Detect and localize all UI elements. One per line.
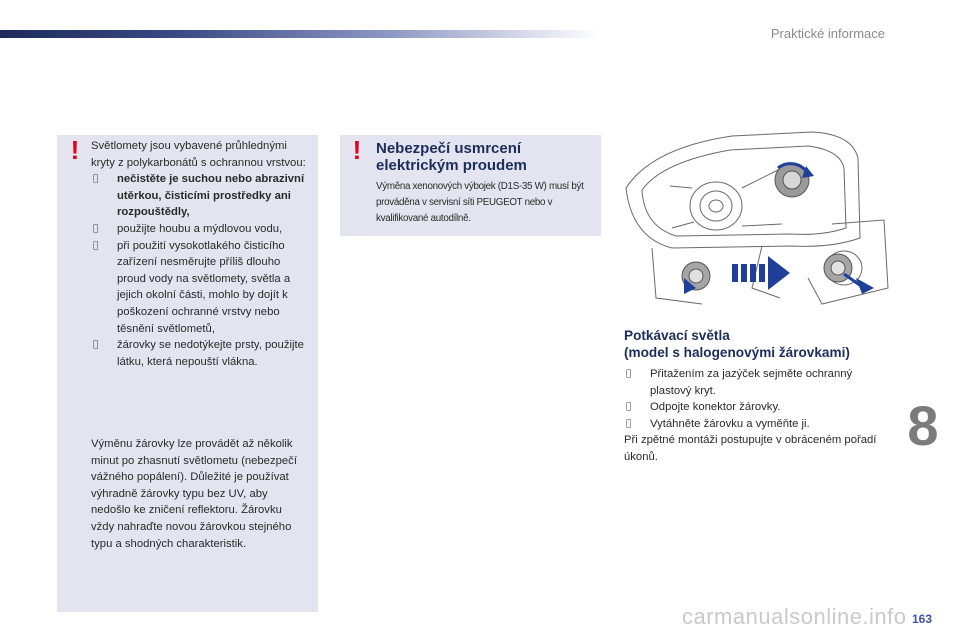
- list-item: Odpojte konektor žárovky.: [650, 401, 781, 414]
- warning-exclamation-icon: !: [352, 135, 362, 165]
- list-item: použijte houbu a mýdlovou vodu,: [117, 222, 283, 235]
- page-number: 163: [912, 612, 933, 626]
- header-gradient-bar: [0, 30, 600, 38]
- list-item: Vytáhněte žárovku a vyměňte ji.: [650, 417, 810, 430]
- pull-arrow-icon: [732, 256, 790, 290]
- list-item: Přitažením za jazýček sejměte ochranný plastový kryt.: [650, 368, 853, 397]
- warning-body: Výměna xenonových výbojek (D1S-35 W) musí být prováděna v servisní síti PEUGEOT nebo v kvalifikované autodílně.: [376, 181, 584, 224]
- warning-title: Nebezpečí usmrcení elektrickým proudem: [376, 140, 527, 174]
- reassembly-note: Při zpětné montáži postupujte v obráceném pořadí úkonů.: [624, 434, 877, 463]
- page-section-title: Praktické informace: [770, 26, 885, 41]
- list-item: žárovky se nedotýkejte prsty, použijte látku, která nepouští vlákna.: [117, 339, 304, 368]
- warning-exclamation-icon: !: [70, 135, 80, 165]
- headlight-care-text: [91, 138, 311, 370]
- list-item: při použití vysokotlakého čisticího zařízení nesměrujte příliš dlouho proud vody na světlomety, světla a jejich okolní části, mohlo by dojít k poškození ochranné vrstvy nebo těsnění světlometů,: [117, 239, 291, 335]
- list-item: nečistěte je suchou nebo abrazivní utěrkou, čisticími prostředky ani rozpouštědly,: [117, 173, 305, 219]
- headlamp-illustration: [612, 128, 892, 318]
- chapter-number: 8: [907, 394, 939, 457]
- bulb-replacement-note: Výměnu žárovky lze provádět až několik minut po zhasnutí světlometu (nebezpečí vážného popálení). Důležité je používat výhradně žárovky typu bez UV, aby nedošlo ke zničení reflektoru. Žárovku vždy nahraďte novou žárovkou stejného typu a shodných charakteristik.: [91, 438, 297, 550]
- low-beam-steps: [624, 366, 894, 466]
- low-beam-instructions: [624, 366, 894, 466]
- watermark: carmanualsonline.info: [682, 604, 907, 629]
- headlight-care-intro: Světlomety jsou vybavené průhlednými kryty z polykarbonátů s ochrannou vrstvou:: [91, 140, 306, 169]
- section-title-low-beam: Potkávací světla (model s halogenovými žárovkami): [624, 328, 850, 360]
- headlight-care-list: [91, 171, 311, 370]
